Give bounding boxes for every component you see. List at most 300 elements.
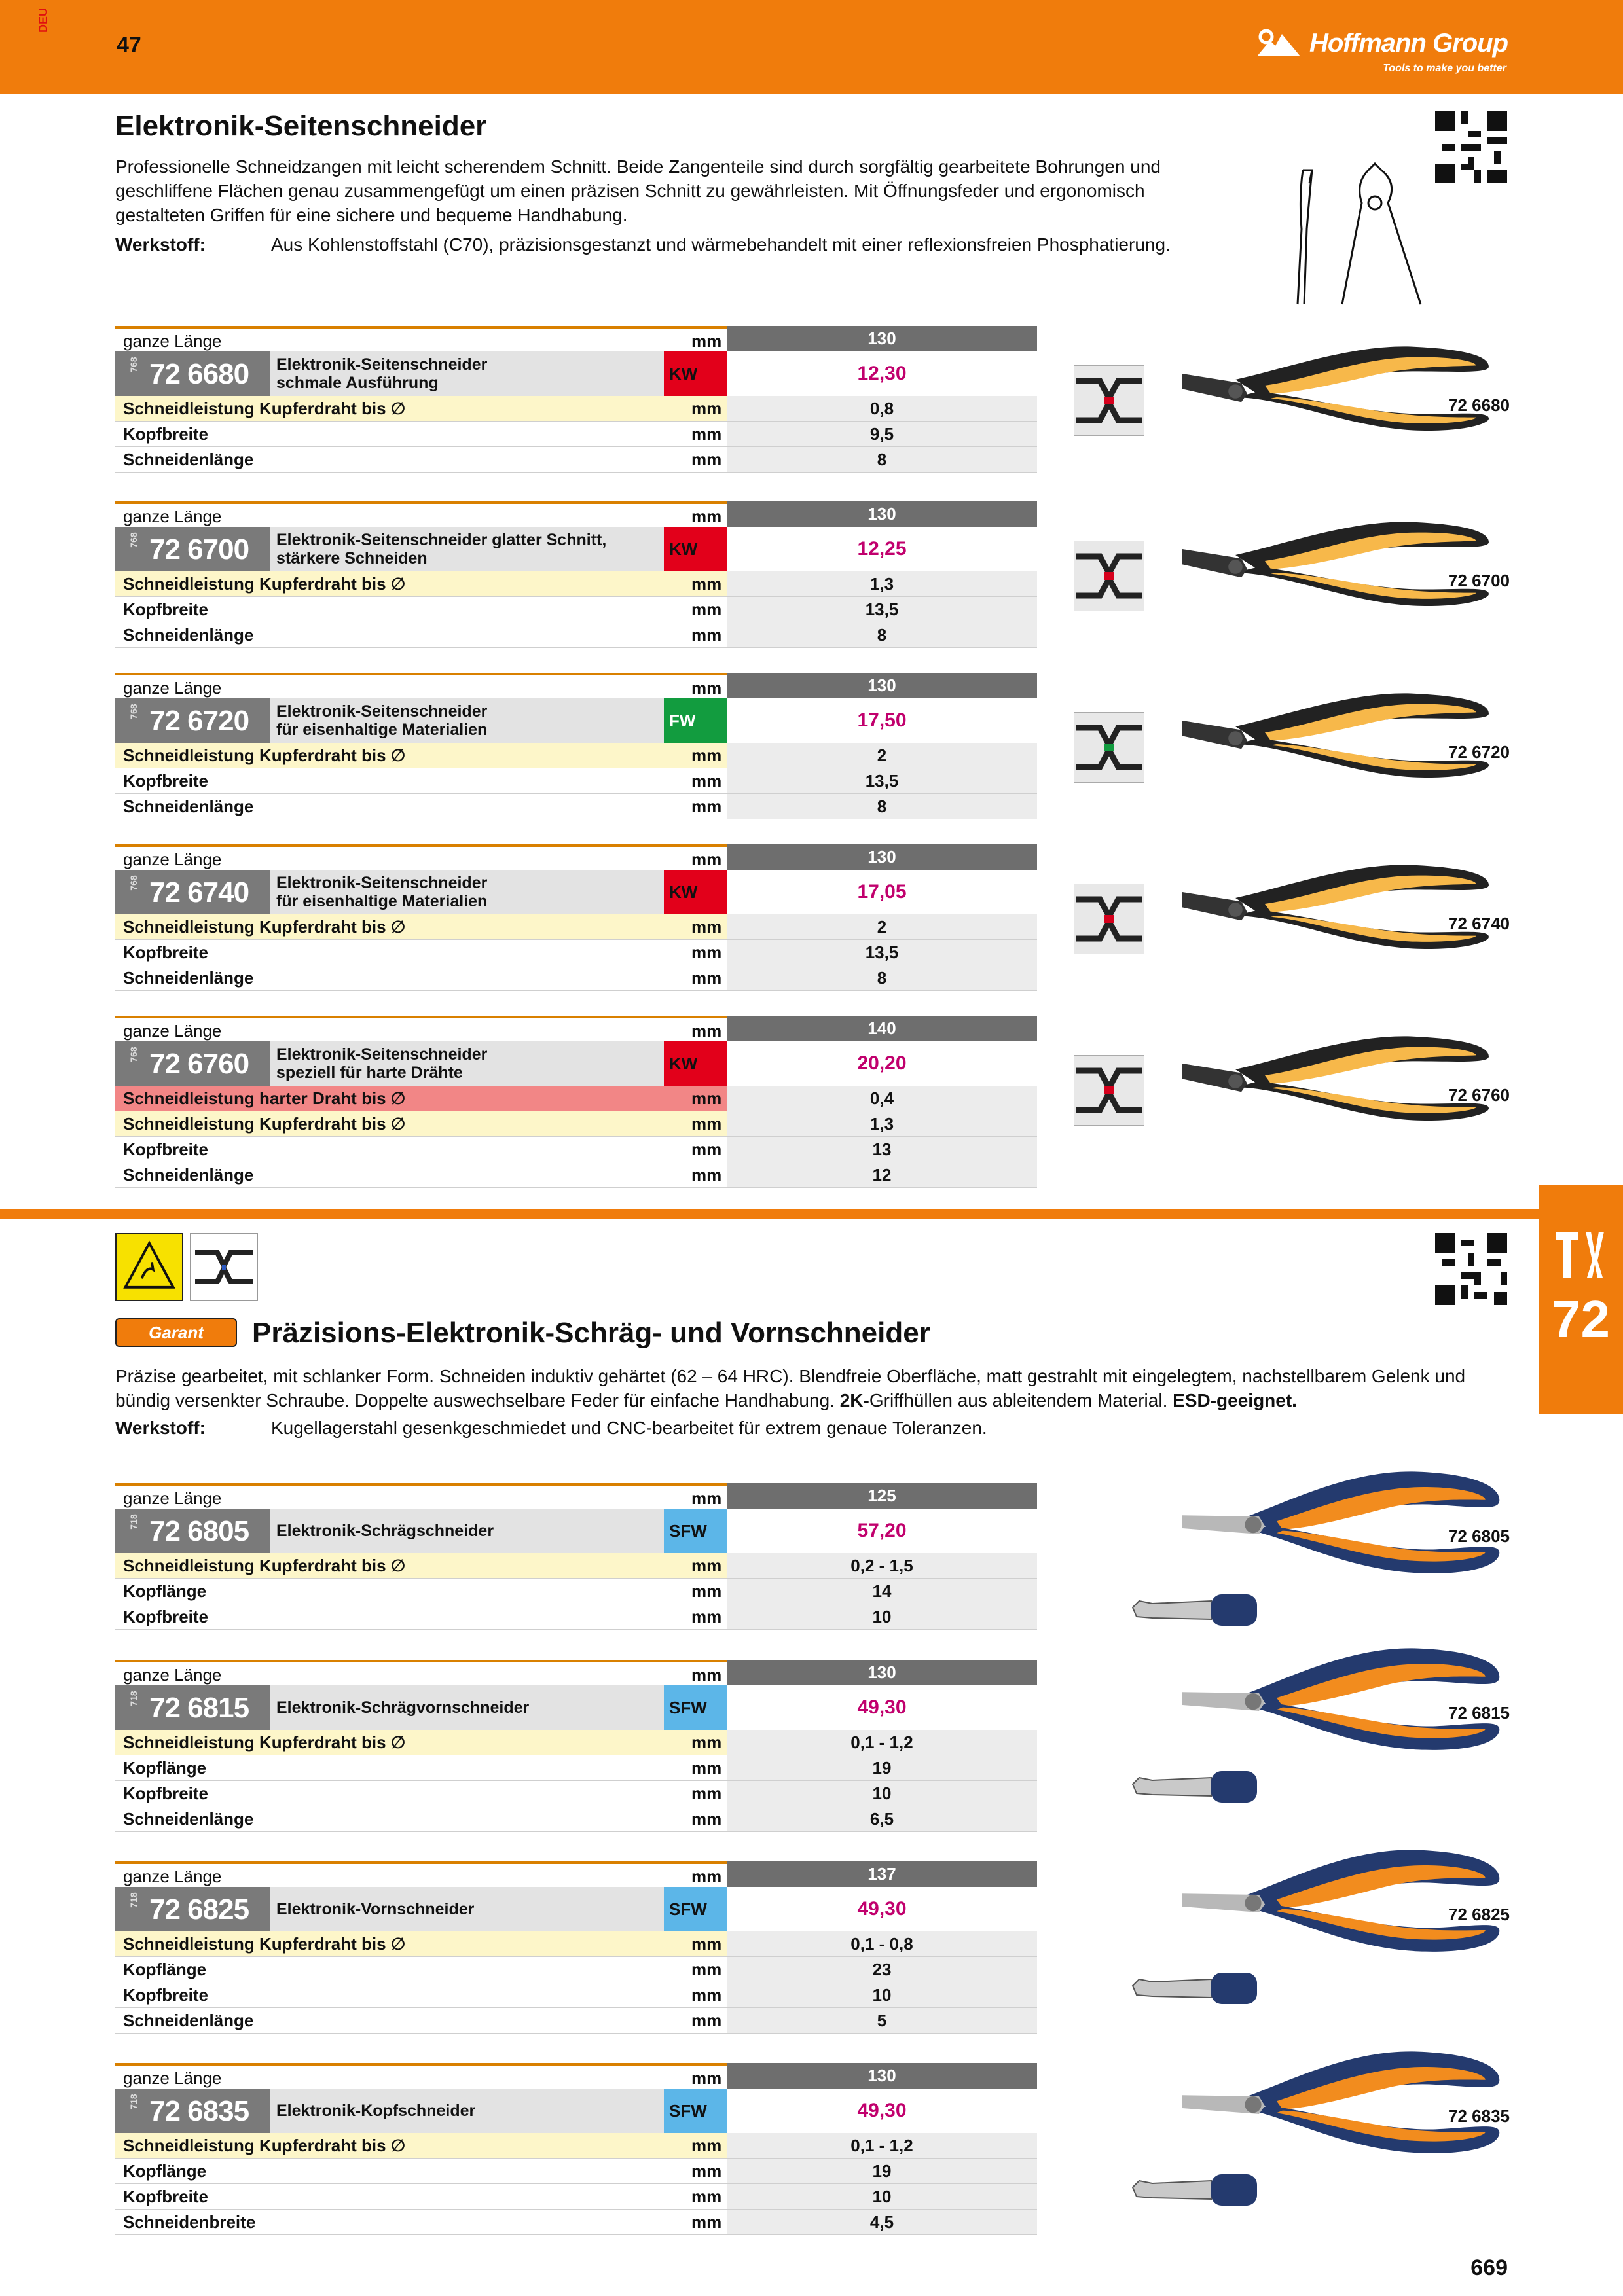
spec-value: 130 [727, 501, 1037, 529]
spec-row [115, 622, 1037, 648]
article-number: 72 6700 [149, 533, 249, 565]
article-number: 72 6680 [149, 358, 249, 390]
spec-unit: mm [691, 2068, 722, 2088]
grade-badge: SFW [664, 1509, 727, 1553]
spec-label: Schneidleistung Kupferdraht bis ∅ [123, 399, 406, 418]
description-line: Elektronik-Seitenschneider glatter Schnitt, [276, 531, 607, 549]
spec-row [115, 914, 1037, 940]
group-code: 768 [128, 532, 139, 548]
spec-value: 0,1 - 1,2 [727, 1730, 1037, 1755]
spec-unit: mm [691, 1607, 722, 1626]
group-code: 718 [128, 1892, 139, 1908]
section-intro [115, 154, 1161, 227]
group-code: 768 [128, 357, 139, 372]
spec-row [115, 1957, 1037, 1982]
spec-unit: mm [691, 968, 722, 988]
spec-label: Schneidleistung Kupferdraht bis ∅ [123, 574, 406, 594]
group-code: 768 [128, 704, 139, 719]
spec-value: 8 [727, 965, 1037, 990]
description-line: Elektronik-Vornschneider [276, 1900, 475, 1918]
image-label: 72 6815 [1448, 1703, 1510, 1723]
spec-row-length [115, 1660, 1037, 1685]
intro-line: Präzise gearbeitet, mit schlanker Form. Schneiden induktiv gehärtet (62 – 64 HRC). Blendfreie Oberfläche, matt gestrahlt mit eingelegtem, nachstellbarem Gelenk und [115, 1366, 1466, 1386]
spec-unit: mm [691, 424, 722, 444]
spec-row-length [115, 673, 1037, 698]
product-image[interactable] [1159, 1463, 1512, 1581]
section-divider [0, 1209, 1539, 1219]
spec-value: 2 [727, 914, 1037, 939]
plier-icon [1159, 2043, 1512, 2161]
spec-value: 12 [727, 1162, 1037, 1187]
spec-value: 8 [727, 794, 1037, 819]
article-row[interactable] [115, 1887, 1037, 1931]
intro-line: gestalteten Griffen für eine sichere und bequeme Handhabung. [115, 205, 628, 225]
grade-badge: KW [664, 870, 727, 914]
spec-unit: mm [691, 1960, 722, 1979]
spec-label: ganze Länge [123, 1867, 222, 1886]
price: 49,30 [727, 2089, 1037, 2133]
spec-row [115, 1553, 1037, 1579]
hoffmann-logo-icon [1253, 27, 1303, 59]
spec-row-length [115, 1861, 1037, 1887]
article-row[interactable] [115, 698, 1037, 743]
spec-row [115, 1604, 1037, 1630]
spec-unit: mm [691, 1784, 722, 1803]
product-image[interactable] [1159, 508, 1512, 626]
material-text: Kugellagerstahl gesenkgeschmiedet und CNC-bearbeitet für extrem genaue Toleranzen. [271, 1418, 987, 1438]
qr-code-icon[interactable] [1435, 1233, 1507, 1305]
spec-unit: mm [691, 1985, 722, 2005]
spec-value: 6,5 [727, 1806, 1037, 1831]
article-number: 72 6740 [149, 876, 249, 908]
spec-value: 19 [727, 2159, 1037, 2183]
product-table [115, 2063, 1037, 2235]
product-image[interactable] [1159, 1640, 1512, 1758]
spec-label: Kopfbreite [123, 2187, 208, 2206]
article-row[interactable] [115, 1509, 1037, 1553]
grade-badge: SFW [664, 1685, 727, 1730]
spec-unit: mm [691, 678, 722, 698]
article-number-box [115, 2089, 270, 2133]
spec-label: Schneidenlänge [123, 1809, 254, 1829]
spec-value: 1,3 [727, 1111, 1037, 1136]
article-row[interactable] [115, 1685, 1037, 1730]
description-line: stärkere Schneiden [276, 549, 428, 567]
spec-unit: mm [691, 745, 722, 765]
spec-value: 130 [727, 844, 1037, 872]
spec-label: Kopflänge [123, 1581, 207, 1601]
article-description [276, 874, 487, 910]
spec-value: 1,3 [727, 571, 1037, 596]
article-row[interactable] [115, 870, 1037, 914]
spec-row [115, 2210, 1037, 2235]
spec-row [115, 2008, 1037, 2034]
article-description [276, 1900, 474, 1918]
spec-unit: mm [691, 1581, 722, 1601]
spec-unit: mm [691, 2187, 722, 2206]
spec-row [115, 1781, 1037, 1806]
spec-value: 130 [727, 2063, 1037, 2090]
cutting-edge-box [1074, 884, 1144, 954]
spec-label: ganze Länge [123, 2068, 222, 2088]
product-table [115, 326, 1037, 473]
spec-value: 13,5 [727, 597, 1037, 622]
spec-row [115, 1579, 1037, 1604]
description-line: für eisenhaltige Materialien [276, 721, 488, 739]
intro-line: Professionelle Schneidzangen mit leicht scherendem Schnitt. Beide Zangenteile sind durch sorgfältig gearbeitete Bohrungen und [115, 156, 1161, 177]
page-number-left: 47 [117, 33, 141, 58]
spec-value: 125 [727, 1483, 1037, 1511]
product-table [115, 501, 1037, 648]
section-intro-2 [115, 1364, 1465, 1412]
product-table [115, 844, 1037, 991]
spec-label: Kopfbreite [123, 1607, 208, 1626]
spec-label: Schneidleistung Kupferdraht bis ∅ [123, 1934, 406, 1954]
cutting-edge-box [1074, 365, 1144, 436]
cutting-edge-icon [1074, 541, 1144, 611]
spec-value: 13,5 [727, 768, 1037, 793]
product-image[interactable] [1159, 1022, 1512, 1140]
product-image[interactable] [1159, 851, 1512, 969]
grade-badge: FW [664, 698, 727, 743]
material-line [115, 234, 1171, 255]
image-label: 72 6700 [1448, 571, 1510, 590]
spec-row-length [115, 844, 1037, 870]
price: 17,05 [727, 870, 1037, 914]
spec-label: Kopfbreite [123, 1139, 208, 1159]
article-row[interactable] [115, 1041, 1037, 1086]
spec-value: 140 [727, 1016, 1037, 1043]
group-code: 718 [128, 2094, 139, 2109]
spec-value: 19 [727, 1755, 1037, 1780]
group-code: 718 [128, 1514, 139, 1530]
spec-unit: mm [691, 1665, 722, 1685]
price: 57,20 [727, 1509, 1037, 1553]
image-label: 72 6680 [1448, 395, 1510, 415]
grade-badge: KW [664, 527, 727, 571]
article-number-box [115, 527, 270, 571]
page-number-right: 669 [1470, 2255, 1508, 2280]
article-description [276, 702, 487, 739]
group-code: 718 [128, 1691, 139, 1706]
spec-value: 0,8 [727, 396, 1037, 421]
spec-value: 13 [727, 1137, 1037, 1162]
description-line: Elektronik-Schrägschneider [276, 1522, 494, 1540]
detail-head-image [1126, 2161, 1264, 2207]
article-description [276, 1698, 529, 1717]
plier-icon [1159, 679, 1512, 797]
spec-unit: mm [691, 1088, 722, 1108]
spec-unit: mm [691, 771, 722, 791]
spec-label: Schneidleistung Kupferdraht bis ∅ [123, 2136, 406, 2155]
group-code: 768 [128, 875, 139, 891]
spec-row [115, 2133, 1037, 2159]
spec-row-length [115, 326, 1037, 351]
spec-row-length [115, 501, 1037, 527]
spec-label: Schneidleistung Kupferdraht bis ∅ [123, 1114, 406, 1134]
section-title: Elektronik-Seitenschneider [115, 110, 487, 142]
article-description [276, 1522, 494, 1540]
price: 12,30 [727, 351, 1037, 396]
spec-unit: mm [691, 1114, 722, 1134]
spec-row [115, 1755, 1037, 1781]
spec-unit: mm [691, 1732, 722, 1752]
product-image[interactable] [1159, 2043, 1512, 2161]
spec-value: 8 [727, 622, 1037, 647]
article-description [276, 355, 487, 392]
spec-unit: mm [691, 1488, 722, 1508]
material-text: Aus Kohlenstoffstahl (C70), präzisionsgestanzt und wärmebehandelt mit einer reflexionsfreien Phosphatierung. [271, 234, 1171, 255]
image-label: 72 6720 [1448, 742, 1510, 762]
article-number-box [115, 1041, 270, 1086]
spec-label: Kopfbreite [123, 424, 208, 444]
spec-row [115, 2184, 1037, 2210]
product-table [115, 1660, 1037, 1832]
spec-unit: mm [691, 507, 722, 526]
image-label: 72 6825 [1448, 1905, 1510, 1924]
spec-value: 10 [727, 1604, 1037, 1629]
cutting-edge-box [1074, 712, 1144, 783]
plier-icon [1159, 1640, 1512, 1758]
spec-label: Kopfbreite [123, 600, 208, 619]
article-description [276, 531, 606, 567]
article-number-box [115, 870, 270, 914]
spec-label: Schneidleistung harter Draht bis ∅ [123, 1088, 406, 1108]
plier-icon [1159, 1842, 1512, 1960]
spec-unit: mm [691, 1021, 722, 1041]
spec-row [115, 940, 1037, 965]
plier-icon [1159, 508, 1512, 626]
spec-unit: mm [691, 399, 722, 418]
spec-unit: mm [691, 1139, 722, 1159]
spec-label: Kopflänge [123, 1758, 207, 1778]
section-title-2: Präzisions-Elektronik-Schräg- und Vornschneider [252, 1317, 930, 1349]
spec-row [115, 768, 1037, 794]
spec-label: ganze Länge [123, 678, 222, 698]
description-line: Elektronik-Seitenschneider [276, 1045, 488, 1064]
spec-row [115, 1730, 1037, 1755]
spec-value: 8 [727, 447, 1037, 472]
spec-label: Schneidleistung Kupferdraht bis ∅ [123, 1732, 406, 1752]
product-table [115, 1016, 1037, 1188]
spec-label: ganze Länge [123, 331, 222, 351]
brand-name: Hoffmann Group [1309, 28, 1508, 58]
article-number-box [115, 1685, 270, 1730]
spec-value: 0,4 [727, 1086, 1037, 1111]
article-number: 72 6835 [149, 2095, 249, 2127]
price: 17,50 [727, 698, 1037, 743]
spec-unit: mm [691, 331, 722, 351]
spec-value: 13,5 [727, 940, 1037, 965]
spec-unit: mm [691, 2212, 722, 2232]
spec-unit: mm [691, 1165, 722, 1185]
image-label: 72 6805 [1448, 1526, 1510, 1546]
qr-code-icon[interactable] [1435, 111, 1507, 183]
detail-head-image [1126, 1960, 1264, 2005]
product-image[interactable] [1159, 332, 1512, 450]
spec-row [115, 597, 1037, 622]
article-number-box [115, 351, 270, 396]
article-number-box [115, 698, 270, 743]
image-label: 72 6740 [1448, 914, 1510, 933]
spec-label: Schneidenlänge [123, 968, 254, 988]
product-table [115, 1861, 1037, 2034]
spec-label: Kopflänge [123, 2161, 207, 2181]
spec-value: 10 [727, 1781, 1037, 1806]
description-line: schmale Ausführung [276, 374, 439, 392]
spec-row [115, 1137, 1037, 1162]
spec-value: 9,5 [727, 422, 1037, 446]
spec-row [115, 1806, 1037, 1832]
material-label: Werkstoff: [115, 1418, 206, 1438]
spec-row-length [115, 1483, 1037, 1509]
detail-head-image [1126, 1581, 1264, 1627]
detail-head-image [1126, 1758, 1264, 1804]
description-line: Elektronik-Seitenschneider [276, 874, 488, 892]
article-row[interactable] [115, 527, 1037, 571]
article-row[interactable] [115, 351, 1037, 396]
plier-icon [1159, 1463, 1512, 1581]
spec-row [115, 447, 1037, 473]
product-image[interactable] [1159, 1842, 1512, 1960]
spec-row [115, 1982, 1037, 2008]
product-table [115, 1483, 1037, 1630]
spec-label: Schneidleistung Kupferdraht bis ∅ [123, 745, 406, 765]
article-description [276, 1045, 487, 1082]
product-image[interactable] [1159, 679, 1512, 797]
spec-unit: mm [691, 1934, 722, 1954]
spec-row [115, 1931, 1037, 1957]
price: 20,20 [727, 1041, 1037, 1086]
price: 12,25 [727, 527, 1037, 571]
grade-badge: KW [664, 351, 727, 396]
article-number: 72 6805 [149, 1515, 249, 1547]
article-number-box [115, 1887, 270, 1931]
spec-row [115, 2159, 1037, 2184]
spec-unit: mm [691, 625, 722, 645]
spec-row [115, 422, 1037, 447]
spec-unit: mm [691, 574, 722, 594]
spec-row [115, 396, 1037, 422]
description-line: Elektronik-Schrägvornschneider [276, 1698, 530, 1717]
article-number: 72 6825 [149, 1893, 249, 1926]
tool-chapter-icon [1552, 1228, 1611, 1280]
spec-value: 4,5 [727, 2210, 1037, 2234]
garant-logo-icon: Garant [115, 1318, 237, 1347]
spec-value: 2 [727, 743, 1037, 768]
article-number: 72 6815 [149, 1692, 249, 1724]
spec-row [115, 794, 1037, 819]
material-line-2 [115, 1418, 987, 1439]
article-number-box [115, 1509, 270, 1553]
cutting-edge-icon [1074, 884, 1144, 954]
spec-value: 130 [727, 673, 1037, 700]
image-label: 72 6835 [1448, 2106, 1510, 2126]
brand-tagline: Tools to make you better [1383, 63, 1506, 74]
spec-row [115, 1086, 1037, 1111]
spec-label: ganze Länge [123, 850, 222, 869]
language-code: DEU [37, 7, 50, 33]
spec-unit: mm [691, 917, 722, 937]
spec-label: Schneidenlänge [123, 625, 254, 645]
spec-label: Kopfbreite [123, 1985, 208, 2005]
spec-value: 0,2 - 1,5 [727, 1553, 1037, 1578]
spec-label: Kopflänge [123, 1960, 207, 1979]
cutting-edge-box [1074, 1055, 1144, 1126]
spec-row [115, 965, 1037, 991]
article-row[interactable] [115, 2089, 1037, 2133]
spec-unit: mm [691, 850, 722, 869]
plier-icon [1159, 1022, 1512, 1140]
cutting-edge-box [1074, 541, 1144, 611]
spec-unit: mm [691, 1758, 722, 1778]
brand[interactable] [1253, 27, 1508, 59]
spec-label: ganze Länge [123, 1021, 222, 1041]
material-label: Werkstoff: [115, 234, 206, 255]
price: 49,30 [727, 1887, 1037, 1931]
spec-value: 10 [727, 1982, 1037, 2007]
cutting-edge-icon [190, 1233, 258, 1301]
article-number: 72 6720 [149, 705, 249, 737]
spec-value: 5 [727, 2008, 1037, 2033]
spec-unit: mm [691, 2136, 722, 2155]
article-description [276, 2102, 475, 2120]
spec-unit: mm [691, 600, 722, 619]
spec-row-length [115, 2063, 1037, 2089]
description-line: für eisenhaltige Materialien [276, 892, 488, 910]
spec-unit: mm [691, 1556, 722, 1575]
spec-label: Kopfbreite [123, 942, 208, 962]
spec-unit: mm [691, 797, 722, 816]
spec-label: Schneidenlänge [123, 797, 254, 816]
spec-value: 130 [727, 326, 1037, 353]
chapter-tab[interactable] [1539, 1185, 1623, 1414]
spec-row [115, 571, 1037, 597]
spec-unit: mm [691, 942, 722, 962]
spec-unit: mm [691, 2011, 722, 2030]
price: 49,30 [727, 1685, 1037, 1730]
plier-icon [1159, 851, 1512, 969]
product-table [115, 673, 1037, 819]
page-header [0, 0, 1623, 94]
grade-badge: SFW [664, 2089, 727, 2133]
intro-line: geschliffene Flächen genau zusammengefügt um einen präzisen Schnitt zu gewährleisten. Mit Öffnungsfeder und ergonomisch [115, 181, 1145, 201]
spec-unit: mm [691, 2161, 722, 2181]
spec-value: 14 [727, 1579, 1037, 1604]
spec-row-length [115, 1016, 1037, 1041]
image-label: 72 6760 [1448, 1085, 1510, 1105]
spec-label: ganze Länge [123, 1665, 222, 1685]
cutting-edge-icon [1074, 712, 1144, 783]
description-line: Elektronik-Seitenschneider [276, 702, 488, 721]
spec-label: Schneidenlänge [123, 1165, 254, 1185]
spec-unit: mm [691, 450, 722, 469]
cutting-edge-icon [1074, 1055, 1144, 1126]
spec-label: Schneidenlänge [123, 450, 254, 469]
spec-label: Schneidleistung Kupferdraht bis ∅ [123, 917, 406, 937]
spec-value: 137 [727, 1861, 1037, 1889]
cutting-edge-icon [1074, 365, 1144, 436]
chapter-number: 72 [1552, 1290, 1610, 1348]
description-line: Elektronik-Seitenschneider [276, 355, 488, 374]
plier-drawing-icon [1283, 157, 1434, 308]
spec-value: 23 [727, 1957, 1037, 1982]
esd-warning-icon [115, 1233, 183, 1301]
spec-value: 0,1 - 1,2 [727, 2133, 1037, 2158]
spec-label: Schneidleistung Kupferdraht bis ∅ [123, 1556, 406, 1575]
plier-icon [1159, 332, 1512, 450]
spec-value: 0,1 - 0,8 [727, 1931, 1037, 1956]
